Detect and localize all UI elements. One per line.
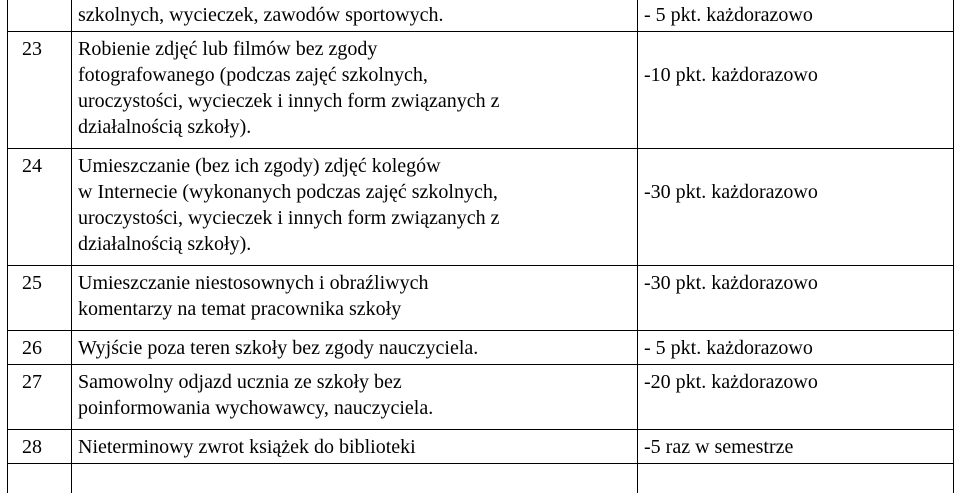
offense-description bbox=[72, 331, 638, 365]
penalty-points bbox=[638, 365, 954, 430]
offense-description bbox=[72, 365, 638, 430]
description-line: uroczystości, wycieczek i innych form związanych z bbox=[78, 88, 631, 114]
penalty-table-body bbox=[8, 0, 954, 493]
table-row bbox=[8, 430, 954, 464]
description-line: Umieszczanie niestosownych i obraźliwych bbox=[78, 270, 631, 296]
table-row bbox=[8, 32, 954, 149]
penalty-points-text: -10 pkt. każdorazowo bbox=[644, 64, 818, 86]
empty-cell bbox=[638, 464, 954, 493]
description-line: komentarzy na temat pracownika szkoły bbox=[78, 296, 631, 322]
description-line: Samowolny odjazd ucznia ze szkoły bez bbox=[78, 369, 631, 395]
table-row bbox=[8, 149, 954, 266]
penalty-points bbox=[638, 32, 954, 149]
table-row bbox=[8, 365, 954, 430]
row-number bbox=[8, 0, 72, 32]
penalty-points-text: -30 pkt. każdorazowo bbox=[644, 272, 818, 294]
description-line: Umieszczanie (bez ich zgody) zdjęć kolegów bbox=[78, 153, 631, 179]
penalty-points-text: -30 pkt. każdorazowo bbox=[644, 181, 818, 203]
description-line: fotografowanego (podczas zajęć szkolnych, bbox=[78, 62, 631, 88]
penalty-points-text: -20 pkt. każdorazowo bbox=[644, 371, 818, 393]
description-line: poinformowania wychowawcy, nauczyciela. bbox=[78, 395, 631, 421]
offense-description bbox=[72, 430, 638, 464]
offense-description bbox=[72, 266, 638, 331]
row-number: 26 bbox=[8, 331, 72, 365]
description-line: Robienie zdjęć lub filmów bez zgody bbox=[78, 36, 631, 62]
description-line: w Internecie (wykonanych podczas zajęć szkolnych, bbox=[78, 179, 631, 205]
row-number: 27 bbox=[8, 365, 72, 430]
description-line: działalnością szkoły). bbox=[78, 114, 631, 140]
empty-cell bbox=[72, 464, 638, 493]
offense-description bbox=[72, 149, 638, 266]
description-line: działalnością szkoły). bbox=[78, 231, 631, 257]
penalty-points bbox=[638, 331, 954, 365]
penalty-points bbox=[638, 0, 954, 32]
table-row bbox=[8, 331, 954, 365]
row-number: 28 bbox=[8, 430, 72, 464]
offense-description bbox=[72, 0, 638, 32]
penalty-points-text: - 5 pkt. każdorazowo bbox=[644, 4, 813, 26]
offense-description bbox=[72, 32, 638, 149]
description-line: szkolnych, wycieczek, zawodów sportowych. bbox=[78, 2, 631, 28]
description-line: Wyjście poza teren szkoły bez zgody nauczyciela. bbox=[78, 335, 631, 361]
penalty-points bbox=[638, 149, 954, 266]
penalty-points-text: - 5 pkt. każdorazowo bbox=[644, 337, 813, 359]
description-line: Nieterminowy zwrot książek do biblioteki bbox=[78, 434, 631, 460]
table-row bbox=[8, 0, 954, 32]
table-row bbox=[8, 266, 954, 331]
row-number: 23 bbox=[8, 32, 72, 149]
penalty-points bbox=[638, 430, 954, 464]
table-row-empty bbox=[8, 464, 954, 493]
description-line: uroczystości, wycieczek i innych form związanych z bbox=[78, 205, 631, 231]
empty-cell bbox=[8, 464, 72, 493]
row-number: 25 bbox=[8, 266, 72, 331]
penalty-table bbox=[7, 0, 954, 493]
row-number: 24 bbox=[8, 149, 72, 266]
penalty-points-text: -5 raz w semestrze bbox=[644, 436, 793, 458]
penalty-points bbox=[638, 266, 954, 331]
